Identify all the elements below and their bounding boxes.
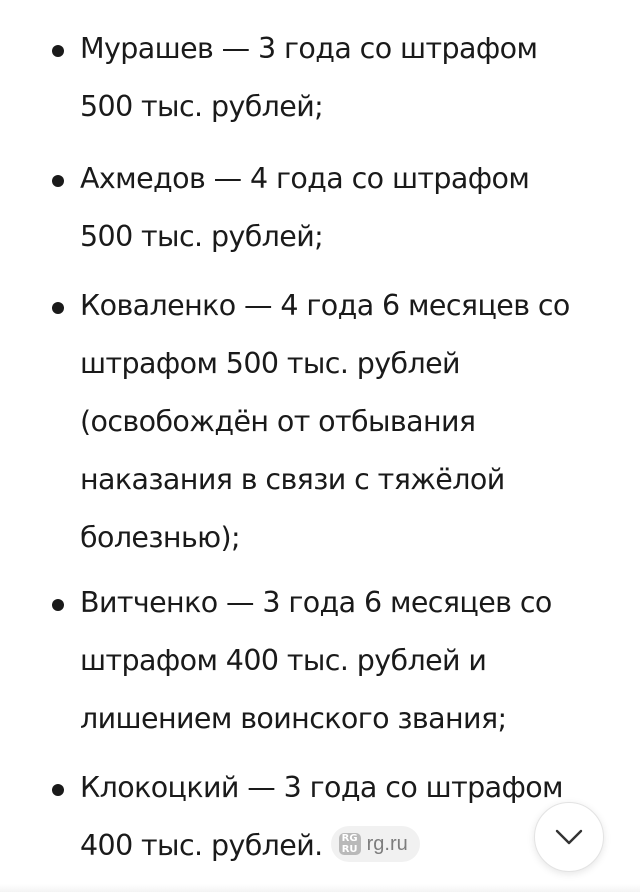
chevron-down-icon [554, 828, 584, 846]
list-item-text: Коваленко — 4 года 6 месяцев со штрафом 500 тыс. рублей (освобождён от отбывания наказания в связи с тяжёлой болезнью); [80, 289, 570, 554]
bullet [52, 175, 64, 187]
source-chip[interactable] [331, 826, 420, 862]
bullet [52, 45, 64, 57]
list-item-text [80, 759, 585, 875]
bullet [52, 599, 64, 611]
list-item-text: Ахмедов — 4 года со штрафом 500 тыс. рублей; [80, 162, 530, 253]
bullet [52, 302, 64, 314]
bullet [52, 784, 64, 796]
list-item-text: Мурашев — 3 года со штрафом 500 тыс. рублей; [80, 32, 538, 123]
bottom-edge [0, 884, 640, 892]
source-name: rg.ru [366, 833, 408, 855]
rg-logo-icon: RG RU [339, 833, 361, 855]
list-item-text: Витченко — 3 года 6 месяцев со штрафом 400 тыс. рублей и лишением воинского звания; [80, 586, 552, 735]
last-sentence-text: Клокоцкий — 3 года со штрафом 400 тыс. рублей. [80, 771, 563, 862]
scroll-down-button[interactable] [534, 802, 604, 872]
